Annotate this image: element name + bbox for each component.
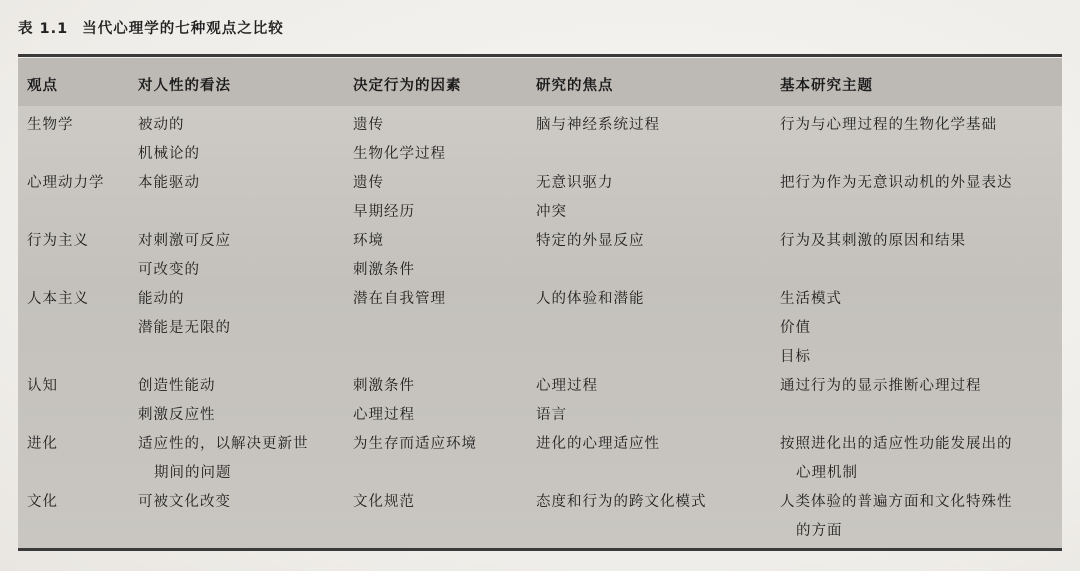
cell-perspective <box>27 111 74 140</box>
cell-line: 人类体验的普遍方面和文化特殊性 <box>780 494 1013 510</box>
cell-line: 创造性能动 <box>138 378 216 394</box>
cell-line: 心理动力学 <box>27 175 105 191</box>
cell-factors <box>353 169 415 227</box>
cell-line: 能动的 <box>138 291 185 307</box>
cell-line: 心理过程 <box>536 378 598 394</box>
cell-line: 刺激条件 <box>353 378 415 394</box>
table-top-rule <box>18 54 1062 57</box>
cell-line: 脑与神经系统过程 <box>536 117 660 133</box>
cell-perspective <box>27 169 105 198</box>
cell-line: 认知 <box>27 378 58 394</box>
cell-line: 心理机制 <box>796 465 858 481</box>
cell-factors <box>353 372 415 430</box>
cell-view <box>138 430 309 488</box>
cell-themes <box>780 111 997 140</box>
cell-line: 行为及其刺激的原因和结果 <box>780 233 966 249</box>
cell-factors <box>353 227 415 285</box>
cell-focus <box>536 111 660 140</box>
cell-factors <box>353 430 477 459</box>
cell-perspective <box>27 488 58 517</box>
header-perspective: 观点 <box>27 78 58 94</box>
cell-line: 文化 <box>27 494 58 510</box>
table-caption <box>18 17 284 38</box>
cell-line: 特定的外显反应 <box>536 233 645 249</box>
cell-line: 刺激条件 <box>353 262 415 278</box>
cell-view <box>138 372 216 430</box>
cell-line: 冲突 <box>536 204 567 220</box>
cell-line: 无意识驱力 <box>536 175 614 191</box>
cell-line: 遗传 <box>353 175 384 191</box>
cell-perspective <box>27 372 58 401</box>
cell-view <box>138 285 231 343</box>
cell-line: 进化 <box>27 436 58 452</box>
cell-line: 的方面 <box>796 523 843 539</box>
cell-focus <box>536 285 645 314</box>
cell-line: 按照进化出的适应性功能发展出的 <box>780 436 1013 452</box>
header-behavior-determinants: 决定行为的因素 <box>353 78 462 94</box>
cell-themes <box>780 430 1013 488</box>
cell-line: 目标 <box>780 349 811 365</box>
cell-line: 环境 <box>353 233 384 249</box>
header-research-themes: 基本研究主题 <box>780 78 873 94</box>
cell-line: 价值 <box>780 320 811 336</box>
cell-line: 早期经历 <box>353 204 415 220</box>
cell-perspective <box>27 227 89 256</box>
cell-line: 遗传 <box>353 117 384 133</box>
cell-line: 人本主义 <box>27 291 89 307</box>
cell-focus <box>536 488 707 517</box>
cell-line: 态度和行为的跨文化模式 <box>536 494 707 510</box>
cell-line: 生物化学过程 <box>353 146 446 162</box>
cell-themes <box>780 285 842 372</box>
cell-themes <box>780 488 1013 546</box>
cell-line: 生活模式 <box>780 291 842 307</box>
cell-themes <box>780 372 982 401</box>
cell-factors <box>353 111 446 169</box>
table-number: 表 1.1 <box>18 21 69 37</box>
cell-line: 文化规范 <box>353 494 415 510</box>
cell-line: 把行为作为无意识动机的外显表达 <box>780 175 1013 191</box>
cell-focus <box>536 227 645 256</box>
cell-focus <box>536 169 614 227</box>
cell-factors <box>353 285 446 314</box>
cell-focus <box>536 430 660 459</box>
cell-line: 潜能是无限的 <box>138 320 231 336</box>
cell-line: 可被文化改变 <box>138 494 231 510</box>
cell-view <box>138 111 200 169</box>
cell-line: 进化的心理适应性 <box>536 436 660 452</box>
cell-line: 被动的 <box>138 117 185 133</box>
header-research-focus: 研究的焦点 <box>536 78 614 94</box>
cell-line: 对刺激可反应 <box>138 233 231 249</box>
cell-line: 语言 <box>536 407 567 423</box>
cell-view <box>138 227 231 285</box>
cell-line: 通过行为的显示推断心理过程 <box>780 378 982 394</box>
header-view-of-human-nature: 对人性的看法 <box>138 78 231 94</box>
cell-focus <box>536 372 598 430</box>
cell-line: 机械论的 <box>138 146 200 162</box>
cell-line: 可改变的 <box>138 262 200 278</box>
cell-line: 心理过程 <box>353 407 415 423</box>
cell-line: 生物学 <box>27 117 74 133</box>
cell-line: 行为与心理过程的生物化学基础 <box>780 117 997 133</box>
cell-view <box>138 488 231 517</box>
cell-line: 期间的问题 <box>154 465 232 481</box>
cell-line: 本能驱动 <box>138 175 200 191</box>
table-title: 当代心理学的七种观点之比较 <box>82 21 284 37</box>
cell-themes <box>780 169 1013 198</box>
cell-line: 潜在自我管理 <box>353 291 446 307</box>
cell-line: 适应性的，以解决更新世 <box>138 436 309 452</box>
table-bottom-rule <box>18 548 1062 551</box>
cell-perspective <box>27 430 58 459</box>
cell-themes <box>780 227 966 256</box>
cell-factors <box>353 488 415 517</box>
cell-line: 行为主义 <box>27 233 89 249</box>
cell-line: 为生存而适应环境 <box>353 436 477 452</box>
cell-view <box>138 169 200 198</box>
cell-perspective <box>27 285 89 314</box>
cell-line: 刺激反应性 <box>138 407 216 423</box>
cell-line: 人的体验和潜能 <box>536 291 645 307</box>
